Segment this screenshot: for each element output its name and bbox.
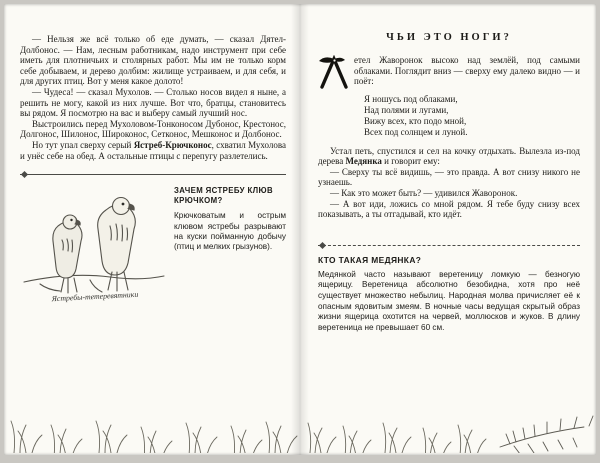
story-title: ЧЬИ ЭТО НОГИ? xyxy=(386,32,512,43)
paragraph: — Чудеса! — сказал Мухолов. — Столько носов видел я ныне, а решить не могу, какой из них лучше. Вот что, братцы, становитесь вы рядом. Я посмотрю на вас и выберу самый лучший нос. xyxy=(20,86,286,119)
sidebar-fact-block xyxy=(20,184,286,304)
sidebar-heading: ЗАЧЕМ ЯСТРЕБУ КЛЮВ КРЮЧКОМ? xyxy=(174,186,273,206)
poem-line: Я ношусь под облаками, xyxy=(364,93,458,104)
grass-illustration xyxy=(4,407,300,453)
paragraph: Но тут упал сверху серый Ястреб-Крючконос, схватил Мухолова и унёс себе на обед. А остальные птицы с перепугу разлетелись. xyxy=(20,139,286,161)
left-page xyxy=(4,4,300,455)
paragraph: Устал петь, спустился и сел на кочку отдыхать. Вылезла из-под дерева Медянка и говорит ему: xyxy=(318,145,580,167)
poem-line: Над полями и лугами, xyxy=(364,104,449,115)
diamond-ornament-icon xyxy=(21,171,28,178)
diamond-ornament-icon xyxy=(319,242,326,249)
infobox-divider xyxy=(318,242,580,249)
paragraph: — А вот иди, ложись со мной рядом. Я тебе буду снизу всех показывать, а ты отгадывай, кто идёт. xyxy=(318,198,580,220)
infobox-text: Медянкой часто называют веретеницу ломкую — безногую ящерицу. Веретеница абсолютно безобидна, хотя про неё существует множество небылиц. Народная молва причисляет её к опасным ядовитым змеям. В ночные часы ведущая скрытый образ жизни ящерица охотится на червей, моллюсков и жуков. В длину веретеница не превышает 60 см. xyxy=(318,269,580,332)
poem-line: Вижу всех, кто подо мной, xyxy=(364,116,467,127)
lead-text: етел Жаворонок высоко над землёй, под самыми облаками. Поглядит вниз — сверху ему далеко видно — и поёт: xyxy=(354,55,580,87)
infobox-medyanka xyxy=(318,242,580,334)
paragraph: — Как это может быть? — удивился Жаворонок. xyxy=(330,187,518,198)
poem-block xyxy=(364,94,580,139)
illustration-caption: Ястребы-тетеревятники xyxy=(51,289,139,304)
paragraph: — Сверху ты всё видишь, — это правда. А вот снизу никого не узнаешь. xyxy=(318,166,580,188)
swallow-dropcap-illustration xyxy=(318,55,350,89)
grass-and-pine-illustration xyxy=(300,407,596,453)
paragraph: — Нельзя же всё только об еде думать, — сказал Дятел-Долбонос. — Нам, лесным работникам, надо инструмент при себе иметь для плотничьих и столярных работ. Мы им не только корм себе добываем, и дерево долбим: жилище устраиваем, и для себя, и для других птиц. Вот у меня какое долото! xyxy=(20,34,286,87)
book-spread xyxy=(4,4,596,455)
hawks-illustration xyxy=(20,184,168,304)
paragraph: Выстроились перед Мухоловом-Тонконосом Дубонос, Крестонос, Долгонос, Шилонос, Широконос, Сетконос, Мешконос и Долбонос. xyxy=(20,118,286,140)
poem-line: Всех под солнцем и луной. xyxy=(364,127,468,138)
right-page xyxy=(300,4,596,455)
lead-paragraph xyxy=(318,55,580,87)
sidebar-text: Крючковатым и острым клювом ястребы разрывают на куски пойманную добычу (птиц и мелких грызунов). xyxy=(174,211,286,252)
infobox-heading: КТО ТАКАЯ МЕДЯНКА? xyxy=(318,254,422,265)
section-divider xyxy=(20,171,286,178)
